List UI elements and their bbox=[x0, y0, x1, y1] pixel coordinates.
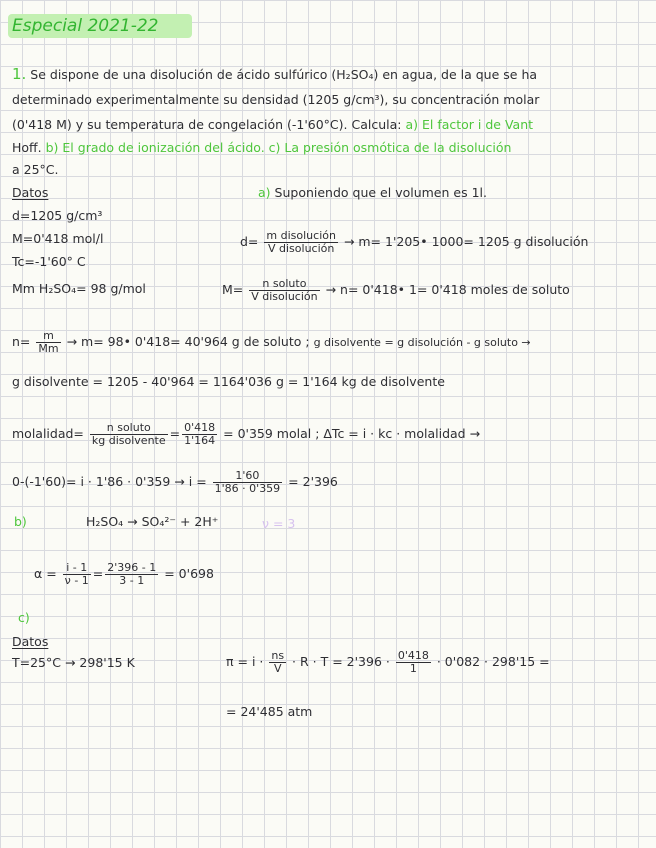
molarity-denominator: V disolución bbox=[251, 290, 318, 303]
molality-denominator-2: 1'164 bbox=[184, 434, 216, 447]
vant-hoff-line: 0-(-1'60)= i · 1'86 · 0'359 → i = bbox=[12, 474, 207, 489]
datos-density: d=1205 g/cm³ bbox=[12, 208, 103, 223]
moles-numerator: m bbox=[36, 330, 60, 343]
question-a: a) El factor i de Vant bbox=[405, 117, 534, 132]
pi-denominator-2: 1 bbox=[409, 662, 417, 675]
part-a-assumption-line bbox=[258, 185, 487, 201]
problem-text-1: Se dispone de una disolución de ácido sulfúrico (H₂SO₄) en agua, de la que se ha bbox=[30, 67, 538, 82]
alpha-denominator-2: 3 - 1 bbox=[119, 574, 145, 587]
page-title: Especial 2021-22 bbox=[12, 16, 159, 36]
part-b-label: b) bbox=[14, 514, 27, 529]
nu-note: ν = 3 bbox=[262, 516, 296, 531]
alpha-lhs: α = bbox=[34, 566, 57, 581]
pi-fraction bbox=[269, 650, 286, 675]
vant-hoff-numerator: 1'60 bbox=[213, 470, 283, 483]
problem-text-3: (0'418 M) y su temperatura de congelación (-1'60°C). Calcula: bbox=[12, 117, 402, 132]
alpha-numerator: i - 1 bbox=[63, 562, 91, 575]
question-c: c) La presión osmótica de la disolución bbox=[268, 140, 512, 155]
pi-numerator-2: 0'418 bbox=[397, 649, 429, 662]
problem-line-2: determinado experimentalmente su densidad (1205 g/cm³), su concentración molar bbox=[12, 92, 540, 107]
osmotic-pressure-result: = 24'485 atm bbox=[226, 704, 313, 719]
alpha-eq: = bbox=[92, 566, 104, 581]
problem-line-3 bbox=[12, 117, 533, 133]
moles-equation bbox=[12, 330, 531, 355]
pi-numerator: ns bbox=[271, 649, 285, 662]
vant-hoff-fraction bbox=[213, 470, 283, 495]
part-c-datos: Datos bbox=[12, 634, 49, 649]
problem-text-4: Hoff. bbox=[12, 140, 42, 155]
ionization-equation bbox=[34, 562, 214, 587]
part-a-assumption: Suponiendo que el volumen es 1l. bbox=[274, 185, 487, 200]
molality-numerator-2: 0'418 bbox=[184, 421, 216, 434]
problem-line-4 bbox=[12, 140, 511, 156]
density-equation bbox=[240, 230, 588, 255]
molality-equation bbox=[12, 422, 480, 447]
pi-lhs: π = i · bbox=[226, 654, 264, 669]
datos-heading: Datos bbox=[12, 185, 49, 200]
alpha-numerator-2: 2'396 - 1 bbox=[107, 561, 157, 574]
pi-mid: · R · T = 2'396 · bbox=[292, 654, 390, 669]
molarity-lhs: M= bbox=[222, 282, 244, 297]
density-denominator: V disolución bbox=[268, 242, 335, 255]
density-lhs: d= bbox=[240, 234, 259, 249]
molarity-result: → n= 0'418• 1= 0'418 moles de soluto bbox=[325, 282, 570, 297]
molality-result: = 0'359 molal ; ΔTc = i · kc · molalidad → bbox=[223, 426, 481, 441]
problem-line-5: a 25°C. bbox=[12, 162, 59, 177]
density-result: → m= 1'205• 1000= 1205 g disolución bbox=[343, 234, 589, 249]
mass-relation: g disolvente = g disolución - g soluto → bbox=[313, 336, 531, 349]
moles-denominator: Mm bbox=[38, 342, 59, 355]
pi-end: · 0'082 · 298'15 = bbox=[436, 654, 550, 669]
solvent-mass: g disolvente = 1205 - 40'964 = 1164'036 g = 1'164 kg de disolvente bbox=[12, 374, 445, 389]
question-b: b) El grado de ionización del ácido. bbox=[45, 140, 265, 155]
pi-denominator: V bbox=[273, 662, 282, 675]
dissociation-reaction: H₂SO₄ → SO₄²⁻ + 2H⁺ bbox=[86, 514, 219, 529]
molality-denominator: kg disolvente bbox=[91, 434, 166, 447]
molality-numerator: n soluto bbox=[90, 422, 168, 435]
molality-fraction-2 bbox=[182, 422, 217, 447]
density-fraction bbox=[264, 230, 338, 255]
datos-freezing-temp: Tc=-1'60° C bbox=[12, 254, 86, 269]
alpha-fraction bbox=[63, 562, 91, 587]
vant-hoff-denominator: 1'86 · 0'359 bbox=[214, 482, 281, 495]
molality-lhs: molalidad= bbox=[12, 426, 84, 441]
molality-fraction bbox=[90, 422, 168, 447]
pi-fraction-2 bbox=[396, 650, 431, 675]
moles-result: → m= 98• 0'418= 40'964 g de soluto ; bbox=[66, 334, 310, 349]
temperature-conversion: T=25°C → 298'15 K bbox=[12, 655, 135, 670]
density-numerator: m disolución bbox=[266, 229, 336, 242]
molality-eq: = bbox=[169, 426, 181, 441]
osmotic-pressure-equation bbox=[226, 650, 550, 675]
datos-molarity: M=0'418 mol/l bbox=[12, 231, 104, 246]
alpha-fraction-2 bbox=[105, 562, 158, 587]
datos-molar-mass: Mm H₂SO₄= 98 g/mol bbox=[12, 281, 146, 296]
moles-lhs: n= bbox=[12, 334, 31, 349]
molarity-fraction bbox=[249, 278, 319, 303]
problem-line-1 bbox=[12, 66, 537, 83]
molarity-numerator: n soluto bbox=[249, 278, 319, 291]
moles-fraction bbox=[36, 330, 60, 355]
problem-number: 1. bbox=[12, 65, 27, 83]
alpha-denominator: ν - 1 bbox=[64, 574, 89, 587]
vant-hoff-result: = 2'396 bbox=[288, 474, 338, 489]
alpha-result: = 0'698 bbox=[164, 566, 214, 581]
part-a-label: a) bbox=[258, 185, 271, 200]
part-c-label: c) bbox=[18, 610, 30, 625]
vant-hoff-equation bbox=[12, 470, 338, 495]
molarity-equation bbox=[222, 278, 570, 303]
